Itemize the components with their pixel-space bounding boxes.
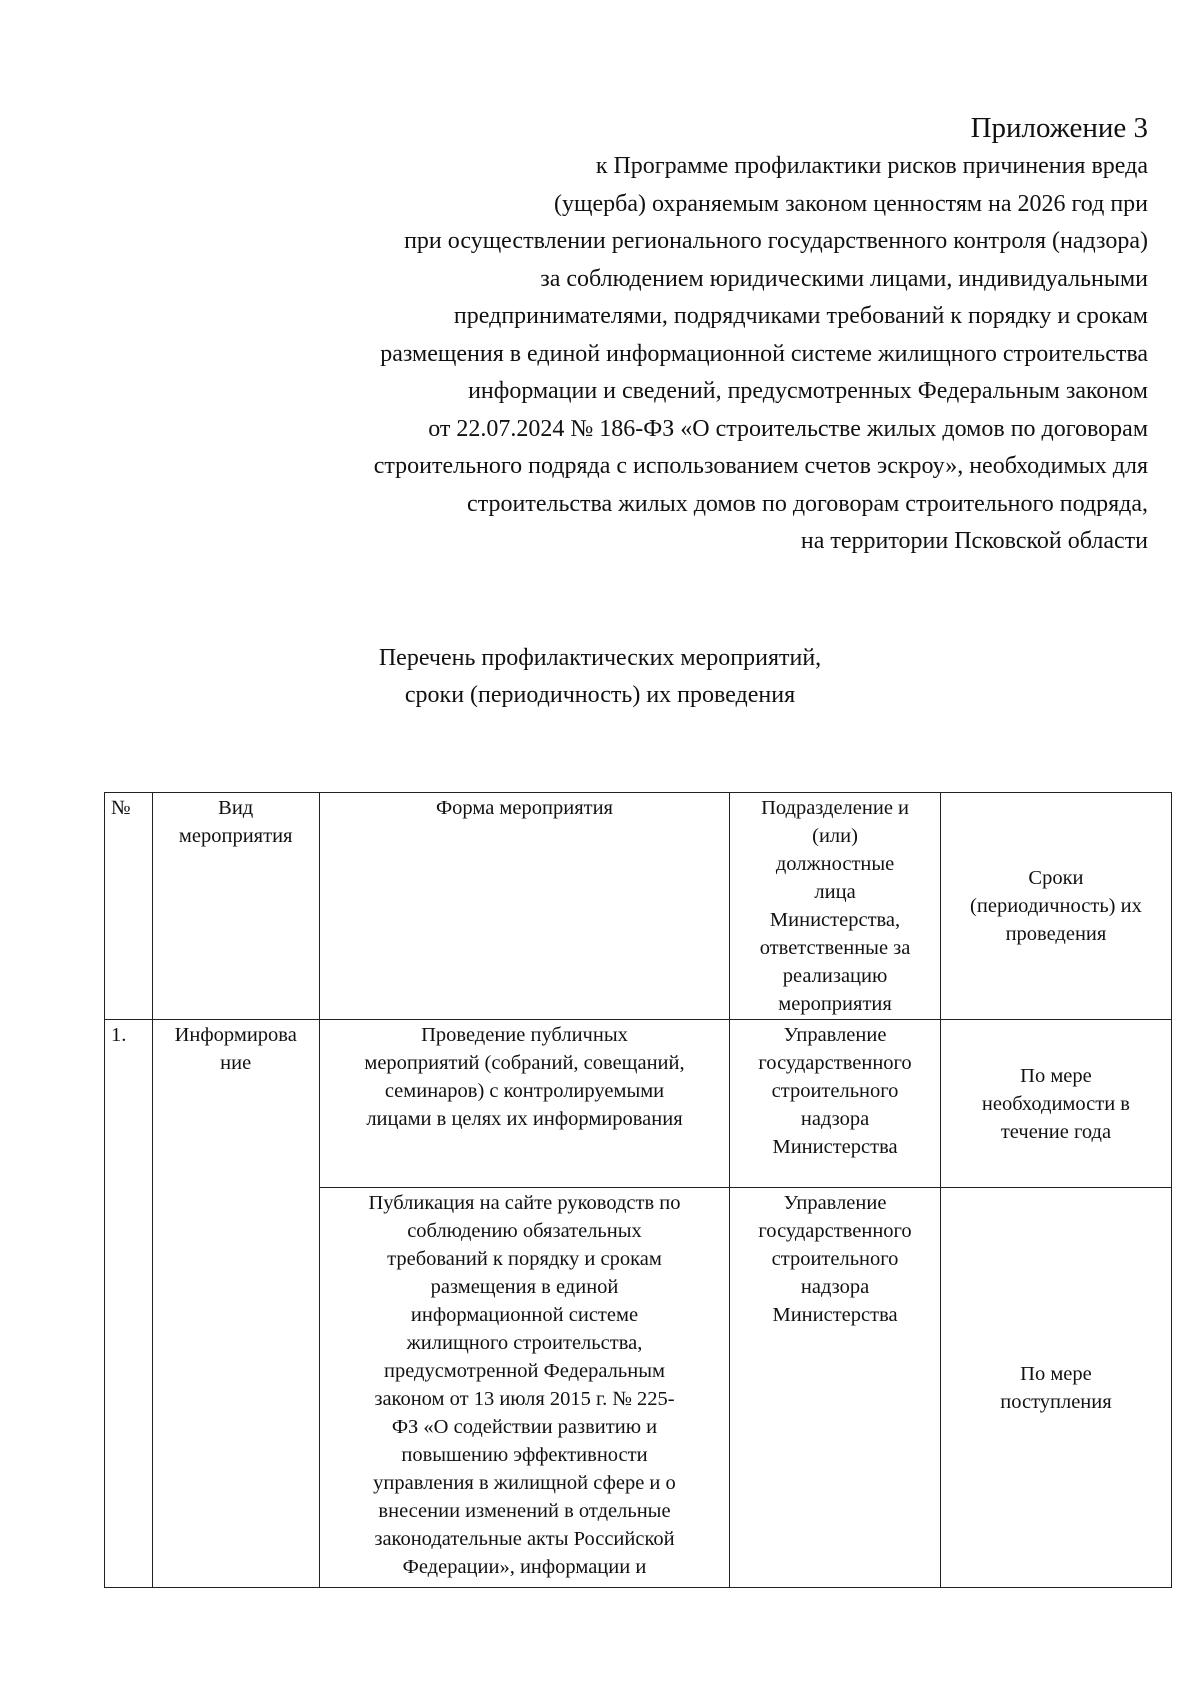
measures-table xyxy=(104,792,1172,1588)
appendix-line: за соблюдением юридическими лицами, индивидуальными xyxy=(540,265,1148,292)
row-dept: Управление государственного строительного надзора Министерства xyxy=(730,1188,941,1588)
appendix-line: от 22.07.2024 № 186-ФЗ «О строительстве жилых домов по договорам xyxy=(428,415,1148,442)
header-num: № xyxy=(105,793,153,1020)
appendix-line: на территории Псковской области xyxy=(800,528,1148,554)
appendix-line: информации и сведений, предусмотренных Федеральным законом xyxy=(468,378,1148,404)
table-row xyxy=(105,1020,1172,1188)
header-type: Вид мероприятия xyxy=(152,793,319,1020)
header-terms: Сроки (периодичность) их проведения xyxy=(940,793,1171,1020)
row-type: Информирова ние xyxy=(152,1020,319,1588)
appendix-line: (ущерба) охраняемым законом ценностям на 2026 год при xyxy=(554,190,1148,217)
row-num: 1. xyxy=(105,1020,153,1588)
appendix-line: предпринимателями, подрядчиками требований к порядку и срокам xyxy=(453,303,1148,329)
appendix-block xyxy=(148,108,1148,561)
appendix-line: при осуществлении регионального государственного контроля (надзора) xyxy=(404,228,1148,254)
table-header-row xyxy=(105,793,1172,1020)
header-dept: Подразделение и (или) должностные лица Министерства, ответственные за реализацию мероприятия xyxy=(730,793,941,1020)
appendix-title: Приложение 3 xyxy=(970,112,1148,144)
appendix-line: к Программе профилактики рисков причинения вреда xyxy=(595,153,1148,179)
header-form: Форма мероприятия xyxy=(319,793,729,1020)
document-heading xyxy=(0,640,1200,714)
row-form: Проведение публичных мероприятий (собраний, совещаний, семинаров) с контролируемыми лицами в целях их информирования xyxy=(319,1020,729,1188)
appendix-line: строительства жилых домов по договорам строительного подряда, xyxy=(467,490,1148,517)
row-dept: Управление государственного строительного надзора Министерства xyxy=(730,1020,941,1188)
heading-line-1: Перечень профилактических мероприятий, xyxy=(378,645,822,671)
appendix-line: строительного подряда с использованием счетов эскроу», необходимых для xyxy=(373,453,1148,479)
appendix-line: размещения в единой информационной системе жилищного строительства xyxy=(380,340,1148,367)
row-terms: По мере необходимости в течение года xyxy=(940,1020,1171,1188)
row-form: Публикация на сайте руководств по соблюдению обязательных требований к порядку и срокам размещения в единой информационной системе жилищного строительства, предусмотренной Федеральным законом от 13 июля 2015 г. № 225- ФЗ «О содействии развитию и повышению эффективности управления в жилищной сфере и о внесении изменений в отдельные законодательные акты Российской Федерации», информации и xyxy=(319,1188,729,1588)
heading-line-2: сроки (периодичность) их проведения xyxy=(404,682,796,708)
row-terms: По мере поступления xyxy=(940,1188,1171,1588)
